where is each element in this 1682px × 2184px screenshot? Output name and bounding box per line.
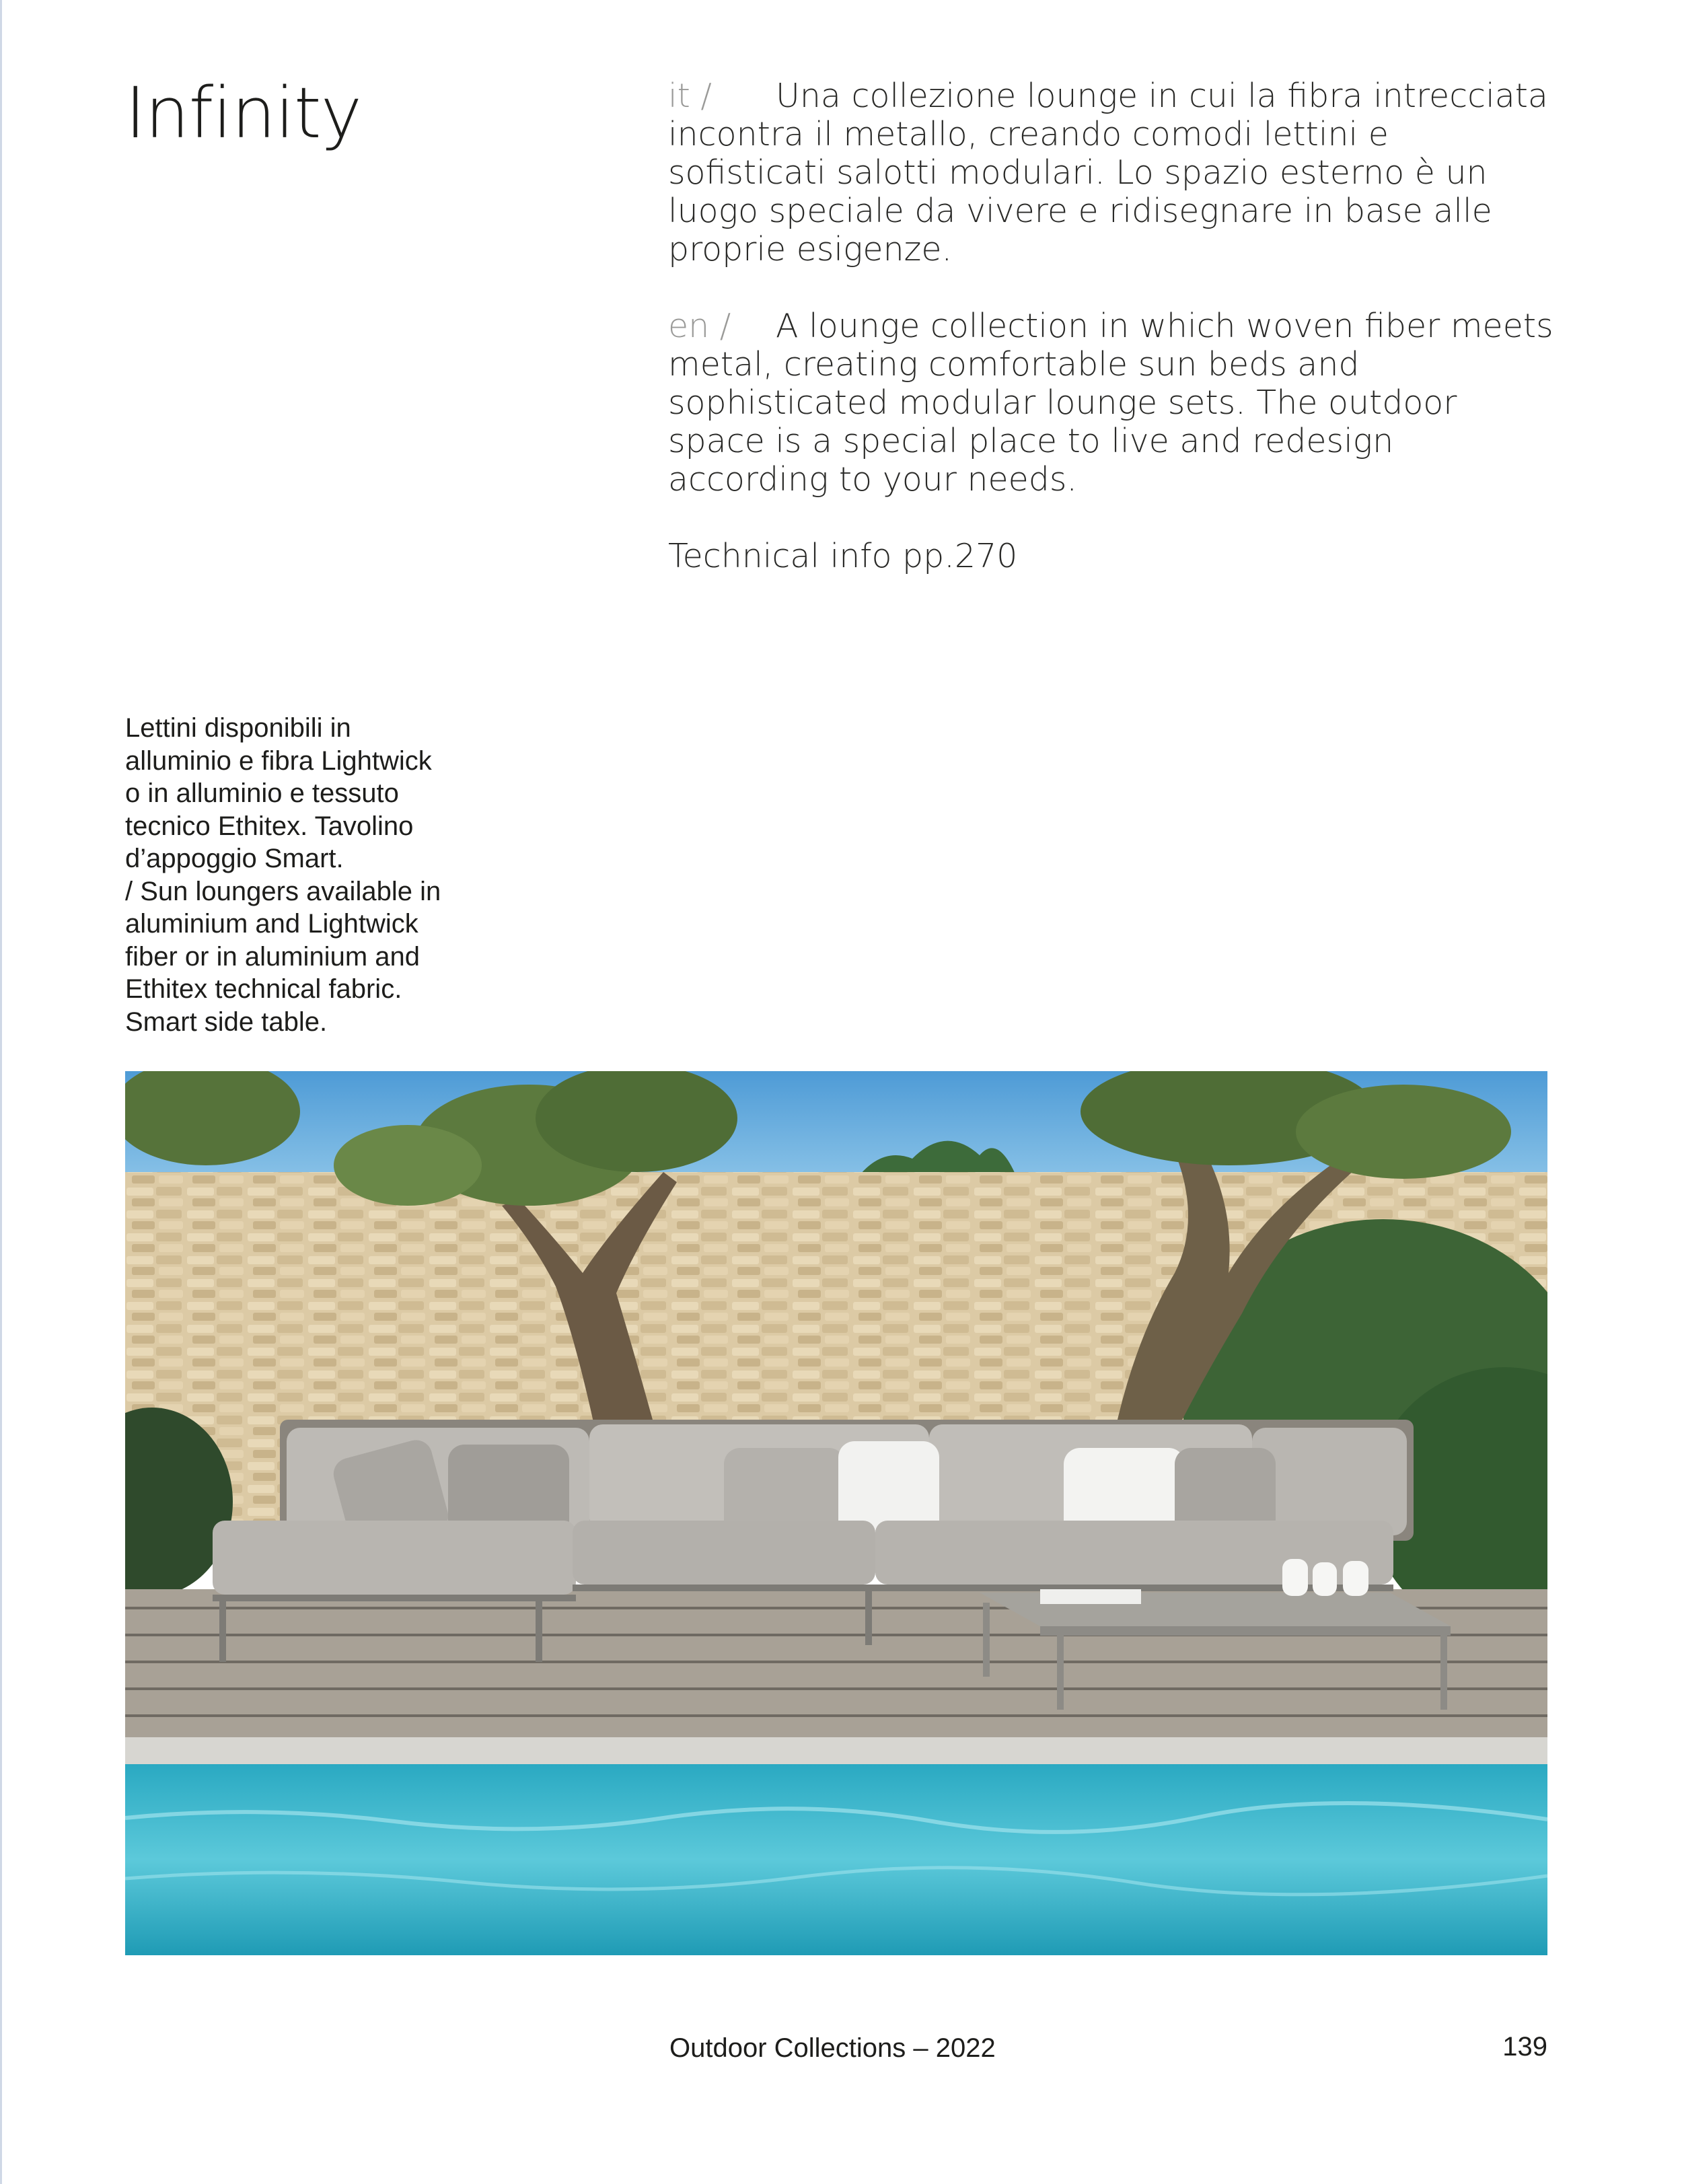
caption-line: alluminio e fibra Lightwick	[125, 745, 432, 776]
vase	[1343, 1561, 1368, 1596]
caption-line: Smart side table.	[125, 1007, 328, 1037]
caption-line: tecnico Ethitex. Tavolino	[125, 811, 414, 841]
page-number: 139	[1502, 2032, 1547, 2062]
caption-line: / Sun loungers available in	[125, 876, 441, 906]
intro-english-text: A lounge collection in which woven fiber meets metal, creating comfortable sun beds and sophisticated modular lounge sets. The outdoor space is a special place to live and redesign according to your needs.	[668, 307, 1553, 499]
intro-italian-text: Una collezione lounge in cui la fibra intrecciata incontra il metallo, creando comodi lettini e sofisticati salotti modulari. Lo spazio esterno è un luogo speciale da vivere e ridisegnare in base alle proprie esigenze.	[668, 77, 1548, 268]
caption-line: o in alluminio e tessuto	[125, 778, 399, 808]
footer-collection-title: Outdoor Collections – 2022	[669, 2033, 996, 2063]
intro-english	[668, 307, 1556, 499]
page-title: Infinity	[125, 72, 362, 154]
photo-caption	[125, 712, 475, 1038]
lang-label-it: it /	[668, 77, 712, 115]
caption-line: aluminium and Lightwick	[125, 909, 418, 939]
product-photo	[125, 1071, 1547, 1955]
caption-line: Ethitex technical fabric.	[125, 974, 402, 1004]
pool-edge	[125, 1737, 1547, 1764]
intro-block	[668, 77, 1556, 614]
vase	[1313, 1562, 1337, 1596]
page-edge-line	[0, 0, 2, 2184]
caption-line: Lettini disponibili in	[125, 713, 351, 743]
lang-label-en: en /	[668, 307, 731, 345]
technical-info: Technical info pp.270	[668, 537, 1018, 575]
vase	[1282, 1559, 1308, 1596]
outdoor-lounge-scene	[125, 1071, 1547, 1955]
book	[1040, 1589, 1141, 1604]
intro-italian	[668, 77, 1556, 268]
caption-line: d’appoggio Smart.	[125, 844, 344, 873]
caption-line: fiber or in aluminium and	[125, 941, 420, 972]
swimming-pool	[125, 1764, 1547, 1955]
chaise-seat	[213, 1521, 576, 1595]
seat-cushion	[573, 1521, 875, 1585]
